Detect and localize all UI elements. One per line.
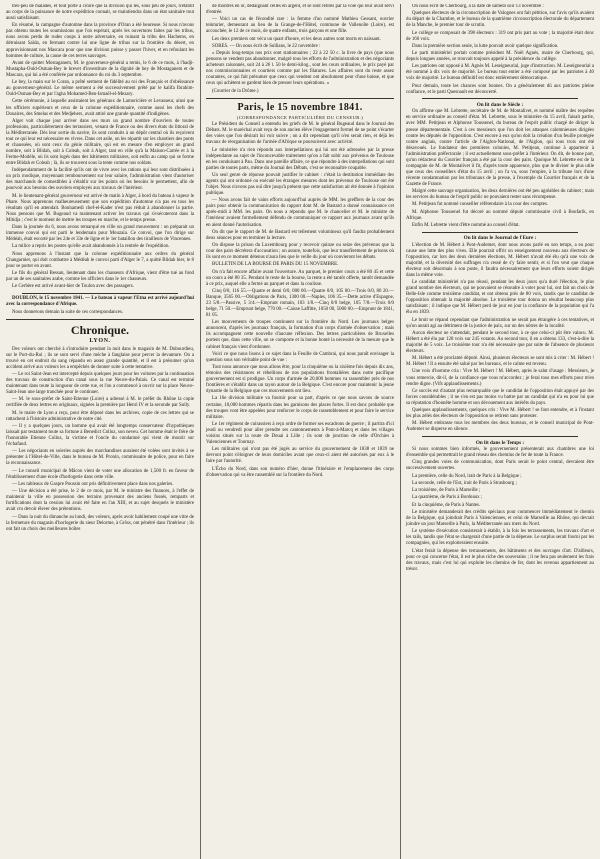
article-paragraph: Le candidat ministériel n'a pas réussi, pendant les deux jours qu'a duré l'élection, le plus grand nombre des électeurs, qui ne pouvaient se résoudre à voter pour lui, ont fait un choix de Belle-Isle comme troisième candidat, et ont obtenu près de 80 voix, tandis que le candidat de l'opposition obtenait la majorité absolue. Le troisième tour donna un résultat beaucoup plus satisfaisant ; il indique que M. Hébert perd de jour en jour la confiance de la population qui l'a élu en 1839. <box>406 280 594 316</box>
article-paragraph: Une voix d'homme cria : Vive M. Hébert ! M. Hébert, après le salut d'usage : Messieurs, je vous remercie, dit-il, de la confiance que vous m'accordez ; je ferai tous mes efforts pour m'en rendre digne. (Vifs applaudissements.) <box>406 369 594 387</box>
article-paragraph: Enfin M. Lebrette vient d'être nommé au conseil d'état. <box>412 222 520 228</box>
article-paragraph: Cette cérémonie, à laquelle assistaient les généraux de Lamoricière et Levasseur, ainsi que les officiers supérieurs et ceux de la colonne expéditionnaire, comme aussi les chefs des Douaires, des Smelas et des Medjehers, avait attiré une grande quantité d'indigènes. <box>6 99 194 117</box>
article-paragraph: Alger voit chaque jour arriver dans ses murs un grand nombre d'ouvriers de toutes professions, particulièrement des terrassiers, venant de France ou des divers états du littoral de la Méditerranée. Dès leur sortie du navire, ils sont conduits à un dépôt central où ils reçoivent tout ce qui leur est nécessaire en vivres. Dans cet asile, on les répartit sur les chantiers des ponts et chaussées, où sont ceux du génie militaire, qui est en mesure d'en employer un grand nombre, soit à Blidah, soit à Coleah, soit à Alger, tant en ville qu'à la Maison-Carrée et à la Ferme-Modèle, où ils sont logés dans des bâtiments militaires, soit enfin au camp qui se forme entre Blidah et Coleah ; là, ils se trouvent sous la tente comme nos soldats. <box>6 118 194 167</box>
article-paragraph: — Le conseil municipal de Mâcon vient de voter une allocation de 1,500 fr. en faveur de l'établissement d'une école d'horlogerie dans cette ville. <box>6 468 194 480</box>
dateline-note: Nous donnerons demain la suite de ces correspondances. <box>12 309 124 315</box>
article-paragraph: Nous apprenons à l'instant que la colonne expéditionnaire aux ordres du général Changarnier, qui doit combattre à Médéah le convoi parti d'Alger le 7, a quitté Blidah hier, le 8 pour se porter en avant. <box>6 251 194 269</box>
article-paragraph: Et la cinquième, de Paris à Nantes. <box>412 502 481 508</box>
divider <box>22 293 178 294</box>
divider <box>206 98 394 99</box>
article-paragraph: Le collège se composait de 398 électeurs : 319 ont pris part au vote ; la majorité était donc de 160 voix. <box>406 30 594 42</box>
temps-title: On lit dans le Temps : <box>475 439 525 446</box>
article-paragraph: Dans la journée du 6, nous avons remarqué en ville un grand mouvement : on préparait un immense convoi qui est parti le lendemain pour Mouzaïa. Ce convoi, que l'on dirige sur Médéah, était escorté par les 24e et 33e de ligne et le 1er bataillon des tirailleurs de Vincennes. <box>6 225 194 243</box>
article-paragraph: Avant de quitter Mostaganem, M. le gouverneur-général a remis, le 6 de ce mois, à l'hadji-Mustapha-Ould-Osman-Bey le brevet d'investiture de la dignité de bey de Mostaganem et de Mascara, qui lui a été conférée par ordonnance du roi du 3 septembre. <box>6 60 194 78</box>
article-paragraph: Ce succès est d'autant plus remarquable que le candidat de l'opposition était appuyé par des forces considérables ; il ne s'en est pas moins vu battre par un candidat qui n'a eu pour lui que sa réputation d'honnête homme et son dévouement aux intérêts du pays. <box>406 388 594 406</box>
column-2 <box>200 4 394 859</box>
article-paragraph: Quelques électeurs de la circonscription de Valognes ont fait pétition, sur l'avis qu'ils avaient du départ de la Chambre, et le bureau de la quatrième circonscription électorale du département de la Manche, le premier tour de scrutin. <box>406 11 594 29</box>
article-paragraph: Le ministère demanderait des crédits spéciaux pour commencer immédiatement le chemin de la Belgique, qui joindrait Paris à Valenciennes, et celui de Marseille au Rhône, qui devrait joindre un jour Marseille à Paris, la Méditerranée aux mers du Nord. <box>406 509 594 527</box>
article-paragraph: M. le lieutenant-général gouverneur est arrivé de matin à Alger, à bord du bateau à vapeur le Phare. Nous apprenons malheureusement que son expédition d'automne n'a pas eu tous les résultats qu'il en attendait. Bouhamedi chef-el-Kader n'est pas réduit à abandonner la partie. Nous pensons que M. Bugeaud va maintenant activer les travaux qui s'exécuteront dans la Mitidja ; c'est le moment de mettre les troupes en marche, et le temps presse. <box>6 193 194 223</box>
article-paragraph: — M. le sous-préfet de Saint-Etienne (Loire) a adressé à M. le préfet du Rhône la copie certifiée de deux lettres en originaux, signées la première par Henri IV et la seconde par Sully. <box>6 397 194 409</box>
article-paragraph: La 16e division militaire va fournir pour sa part, d'après ce que nous savons de source certaine, 18,000 hommes répartis dans les garnisons des places fortes. Il est donc probable que des troupes vont être appelées pour renforcer le corps de rassemblement et pour faire le service militaire. <box>206 396 394 420</box>
article-paragraph: L'Écho du Nord, dans son numéro d'hier, donne l'itinéraire et l'emplacement des corps d'observation qui va être rassemblé sur la frontière du Nord. <box>206 466 394 478</box>
article-paragraph: BULLETIN DE LA BOURSE DE PARIS DU 15 NOVEMBRE. <box>212 262 339 268</box>
article-paragraph: On nous écrit de Cherbourg, à la date de samedi soir 13 novembre : <box>412 4 544 9</box>
col3-eure-body <box>406 243 594 434</box>
article-paragraph: M. Hébert a été proclamé député. Ainsi, plusieurs électeurs se sont mis à crier : M. Hébert ! M. Hébert ! Il a ensuite été salué par les bureaux, et le calme est revenu. <box>406 356 594 368</box>
article-paragraph: Les deux premiers ont vécu un quart d'heure, et les deux autres sont morts en naissant. <box>212 36 381 42</box>
paris-subhead: (CORRESPONDANCE PARTICULIÈRE DU CENSEUR.) <box>236 114 364 120</box>
article-paragraph: Malgré cette sauvage organisation, les deux dernières ont été peu agréables du cabinet ; mais les services du bureau de l'esprit public ne pouvaient rester sans récompense. <box>406 189 594 201</box>
siecle-title: On lit dans le Siècle : <box>476 101 524 108</box>
article-paragraph: Pour demain, toute les chances sont bonnes. On a généralement dû aux patriotes pleine confiance, et le parti Quesnault est déconcerté. <box>406 83 594 95</box>
divider <box>422 232 578 233</box>
article-paragraph: — Nous avons fait de vains efforts aujourd'hui auprès de MM. les greffiers de la cour des pairs pour obtenir la communication du rapport dont M. de Bastard a donné connaissance cet après-midi à MM. les pairs. On nous a répondu que M. le chancelier et M. le ministre de l'intérieur avaient formellement défendu de communiquer ce rapport aux journaux avant qu'ils en aient donné l'autorisation. <box>206 198 394 228</box>
col3-temps-body <box>406 447 594 573</box>
article-paragraph: La milice a repris les postes qu'elle avait abandonnés à la rentrée de l'expédition. <box>12 244 170 250</box>
article-paragraph: On affirme que M. Lebrette, secrétaire de M. de Montalivet, et nommé maître des requêtes en service ordinaire au conseil d'état. M. Lebrette, sous le ministère du 15 avril, faisait partie, avec MM. Petitjean et Alphonse Toussenel, du bureau de l'esprit public chargé de diriger la presse départementale. C'est à ces messieurs que l'on doit les attaques calomnieuses dirigées contre les députés de l'opposition. C'est encore à eux qu'on doit la création d'un feuille protégée contre anglais, contre l'article de l'Aiglon-National, de l'Aiglon, qui tous trois ont été désavoués. Le fondateur des premières colonies, M. Petitjean, continue à appartenir à l'administration préfectorale ; il est actuellement sous-préfet à l'intérieur. On dit, de bonne part, qu'un rédacteur du Courrier français a été par la cour des pairs. Quoique M. Lebrette est de la compagnie de M. de Montalivet il fit, d'après toute apparence, plus que le diviser le plus utile que ceux des conseillers d'état du 15 avril ; on l'a vu, sous l'empire, à la tribune lors d'une récente condamnation par les tribunaux de la presse, à l'exemple du Courrier français et de la Gazette de France. <box>406 109 594 187</box>
article-paragraph: Le fils du général Bessan, lieutenant dans les chasseurs d'Afrique, vient d'être tué au fond par un de ses sanitaires arabe, comme les officiers dans le 1er chasseurs. <box>6 271 194 283</box>
article-paragraph: Voici ce que nous lisons à ce sujet dans la Feuille de Cambrai, qui nous paraît envisager la question sous son véritable point de vue : <box>206 351 394 363</box>
article-paragraph: Le ministère n'a rien répondu aux interpellations qui lui ont été adressées par la presse indépendante au sujet de l'inconcevable traitement qu'on a fait subir aux prévenus de Toulouse en les conduisant à Pau. Dans une pareille affaire, ce que répondre à des interpellations qui sont parties de toutes parts, même du Journal des Débats, c'est se reconnaître coupable. <box>206 147 394 171</box>
col2-body <box>206 4 394 95</box>
article-paragraph: Les patriotes ont opposé à M. Agnès M. Leseigneurial, juge d'instruction. M. Leseigneurial a été nommé à dix voix de majorité. Le bureau tout entier a été composé par les patriotes à 40 voix de majorité. Le bureau définitif est donc entièrement démocratique. <box>406 64 594 82</box>
article-paragraph: La troisième, de Paris à Marseille ; <box>412 488 481 494</box>
col3-siecle-body <box>406 109 594 229</box>
city-heading: LYON. <box>89 337 111 344</box>
article-paragraph: M. Petitjean fut nommé conseiller référendaire à la cour des comptes. <box>412 202 549 208</box>
paris-headline: Paris, le 15 novembre 1841. <box>237 101 363 113</box>
article-paragraph: — Les négociants en soieries auprès des marchandises auraient été volées sont invités à se présenter à l'Hôtel-de-Ville, dans le bureau de M. Pronin, commissaire de police, pour en faire la reconnaissance. <box>6 449 194 467</box>
article-paragraph: — Une décision a été prise, le 2 de ce mois, par M. le ministre des finances, à l'effet de maintenir la ville en possession des terrains provenant des anciens fossés, remparts et fortifications dont la cession lui avait été faite en l'an XIII, et au sujet desquels le ministère avait cru devoir élever des prétentions. <box>6 489 194 513</box>
article-paragraph: On n'a fait encore affaire avant l'ouverture. Au parquet, le premier cours a été 80 45 et cette un cours a été 80 35. Pendant le reste de la bourse, la rente a été tantôt offerte, tantôt demandée à ce prix, auquel elle a fermé au parquet et dans la coulisse. <box>206 269 394 287</box>
section-title-chronique: Chronique. <box>70 322 130 337</box>
article-paragraph: Tout nous annonce que nous allons être, pour la cinquième ou la sixième fois depuis dix ans, témoins des résistances et rébellions de nos populations frontalières dans notre pacifique gouvernement est si prodigue. Un corps d'armée de 20,000 hommes va rassembler près de nos frontières et s'établir dans un rayon autour de la Belgique. C'est encore pour maintenir la jeune dynastie de la Belgique que ces mouvements ont lieu. <box>206 365 394 395</box>
article-paragraph: « Depuis long-temps nos prix sont stationnaires ; 22 à 22 50 c. la livre de pays (que nous pensons se vendent pas abandonner, malgré tous les efforts de l'administration et des négociants acheteurs raisonnés, soit 24 à 26 l. 50 le demi-kilog., sont les cours ordinaires, le prix payé par nos commissionnaires et courtiers comme par les filatures. Les affaires sont du reste assez courantes, ce qui fait présumer que ceux qui vendent ont absolument peur d'une baisse, et que ceux qui achètent se gardent bien de presser leurs opérations. » <box>206 51 394 87</box>
article-paragraph: Des voleurs ont cherché à s'introduire pendant la nuit dans le magasin de M. Dubourdieu, sur le Port-du-Roi ; ils se sont servi d'une mèche à fanglaise pour percer la devanture. On a trouvé en cet endroit du sang répandu en assez grande quantité, et il est à présumer qu'un accident arrivé aux voleurs les a empêchés de donner suite à cette tentative. <box>6 346 194 370</box>
article-paragraph: La quatrième, de Paris à Bordeaux ; <box>412 495 483 501</box>
article-paragraph: — Il y a quelques jours, un homme qui avait été longtemps conservateur d'hypothèques laissait par testament toute sa fortune à Benedict Colloz, son neveu. Cet homme était le frère de l'honorable Etienne Colloz, la victime et l'oncle du condamné qui vient de mourir sur l'échafaud. <box>6 424 194 448</box>
col1-chronique-body <box>6 347 194 533</box>
article-paragraph: Le parti ministériel portait comme président M. Noël Agnès, maire de Cherbourg, qui, depuis longues années, se trouvait toujours appelé à la présidence du collège. <box>406 51 594 63</box>
article-paragraph: Les mouvements de troupes continuent sur la frontière du Nord. Les journaux belges annoncent, d'après les journaux français, la formation d'un corps d'armée d'observation ; mais ils accompagnent cette nouvelle d'aucune réflexion. Des lettres particulières de Bruxelles portent que, dans cette ville, on se comporte et la bonne bonté la nécessité de la mesure que le cabinet français vient d'ordonner. <box>206 320 394 350</box>
col1-body <box>6 4 194 290</box>
article-paragraph: Cinq 0/0, 116 55.—Quatre et demi 0/0, 000 00.—Quatre 0/0, 105 00.—Trois 0/0, 80 20.—Banque, 3565 00.—Obligations de Paris, 1300 00.—Naples, 106 35.—Dette active d'Espagne, 23 5/8.—Passive, 5 3/4.—Emprunt romain, 103 1/8.—Cinq 0/0 belge, 105 7/8.—Trois 0/0 belge, 71 50.—Emprunt belge, 770 00.—Caisse Laffitte, 1050 00, 5000 00.—Emprunt de 1841, 81 05. <box>206 288 394 319</box>
article-paragraph: Les militaires qui n'ont pas été jugés au service du gouvernement de 1838 et 1839 ne devront point s'éloigner de leurs domiciles avant que ceux-ci aient été autorisés par eux à le faire par l'autorité. <box>206 447 394 465</box>
article-paragraph: SORES. — On nous écrit de Sullians, le 22 novembre : <box>212 43 321 49</box>
article-paragraph: On dispose la prison du Luxembourg pour y recevoir quinze ou seize des prévenus que la cour des pairs décrétera d'accusation ; on assure, toutefois, que leur transfèrement de prisons où ils sont en ce moment détenus n'aura lieu que le veille du jour où convieront les débats. <box>206 243 394 261</box>
article-paragraph: M. Alphonse Toussenel fut décoré au nommé député commissaire civil à Boufarik, en Afrique. <box>406 209 594 221</box>
divider <box>422 98 578 99</box>
column-3 <box>400 4 594 859</box>
article-paragraph: Quelques applaudissements, quelques cris : Vive M. Hébert ! se font entendre, et à l'instant les plus zélés des électeurs de l'opposition se retirent sans protester. <box>406 408 594 420</box>
article-paragraph: Le système d'exécution consisterait à établir, à la fois les terrassements, les travaux d'art et les rails, tandis que l'état se chargerait d'une partie de la dépense. Le surplus serait fourni par les compagnies, qui les exploiteraient ensuite. <box>406 529 594 547</box>
article-paragraph: L'élection de M. Hébert à Pont-Audemer, dont nous avons parlé en son temps, a eu pour cause une lutte des plus vives. Elle pourrait offrir un enseignement nouveau aux électeurs de l'opposition, car lors des deux dernières élections, M. Hébert n'avait été élu qu'à une voix de majorité, et la diversité des suffrages n'a cessé de s'y faire sentir, et si l'on veut que chaque électeur soit désormais à son poste, il faudra nécessairement que leurs efforts soient dirigés dans la même voie. <box>406 242 594 278</box>
article-paragraph: La seconde, celle de l'Est, irait de Paris à Strasbourg ; <box>412 480 517 486</box>
article-paragraph: très-peu de malades, et tout porte à croire que la division qui les, sous peu de jours, n'établit au corps de la puissance de notre expédition connait, se maintiendra dans un état sanitaire tout aussi satisfaisant. <box>6 4 194 22</box>
article-paragraph: Un seul genre de réponse pouvait justifier le cabinet : c'était la destitution immédiate des agents qui ont ordonné ou exécuté les étranges mesures dont les prévenus de Toulouse ont été l'objet. Nous n'avons pas ouï dire jusqu'à présent que cette satisfaction ait été donnée à l'opinion publique. <box>206 172 394 197</box>
column-1 <box>6 4 194 859</box>
article-paragraph: — Dans la nuit du dimanche au lundi, des voleurs, après avoir habilement coupé une vitre de la fermeture du magasin d'horlogerie du sieur Delorme, à Grôss, ont pénétré dans l'intérieur ; ils ont fait un choix des meilleures boîtes <box>6 514 194 532</box>
dateline: DOUBLON, le 15 novembre 1841. — Le bateau à vapeur l'Etna est arrivé aujourd'hui avec la correspondance d'Afrique. <box>6 296 194 308</box>
article-paragraph: Cinq grandes voies de communication, dont Paris serait le point central, devraient être successivement ouvertes. <box>406 460 594 472</box>
article-paragraph: Le 1er régiment de cuirassiers à reçu ordre de former ses escadrons de guerre ; il partira d'ici jeudi ou vendredi pour aller prendre ses cantonnements à Pont-à-Marcq et dans les villages voisins situés sur la route de Douai à Lille ; ils sont de jonction de celle d'Orchies à Valenciennes et Tournay. <box>206 421 394 445</box>
col3-body <box>406 4 594 96</box>
article-paragraph: Si nous sommes bien informés, le gouvernement présenterait aux chambres une loi d'ensemble qui permettrait le grand réseau des chemins de fer de toute la France. <box>406 447 594 459</box>
article-paragraph: Le bruit se répand cependant que l'administration ne serait pas étrangère à ces tentatives, et qu'on aurait agi au détriment de la justice de paix, sur un des nôtres de la localité. <box>406 317 594 329</box>
article-paragraph: de montres en or, dédaignant celles en argent, et se sont retirés par la voie qui leur avait servi d'entrée. <box>206 4 394 16</box>
divider <box>422 436 578 437</box>
journal-eure-title: On lit dans le Journal de l'Eure : <box>463 235 537 242</box>
article-paragraph: M. le maire de Lyon a reçu, pour être déposé dans les archives, copie de ces lettres qui se rattachent à l'histoire administrative de notre cité. <box>6 410 194 422</box>
col2-paris-body <box>206 122 394 478</box>
article-paragraph: Dans la première section seule, la lutte pouvait avoir quelque signification. <box>412 43 559 49</box>
article-paragraph: On dit que le rapport de M. de Bastard est tellement volumineux qu'il faudra probablement deux séances pour en terminer la lecture. <box>206 229 394 241</box>
article-paragraph: Le Cerbère est arrivé avant-hier de Toulon avec des passagers. <box>12 284 135 290</box>
article-paragraph: En résumé, la campagne d'automne dans la province d'Oran a été heureuse. Si nous n'avons pas obtenu toutes les soumissions que l'on espérait, après les ouvertures faites par les tribus, nous avons perdu de rudes coups à notre adversaire, en ruinant la tribu des Hachems, en détruisant Saïda, en fermant contre lui une ligne de tribus sur la frontière du désert, en approvisionnant nos Mascara pour que une division puisse y passer l'hiver, et en refoulant les hommes de culture, la cause de ces terres sauvages. <box>6 23 194 59</box>
article-paragraph: M. Hébert embrasse tous les membres des deux bureaux, et le conseil municipal de Pont-Audemer se disperse en silence. <box>406 421 594 433</box>
article-paragraph: Le Président du Conseil a entendu les griefs de M. le général Bugeaud dans le Journal des Débats. M. le maréchal avait reçu de son ancien élève l'engagement formel de ne point s'écarter des voies que l'on désirait lui voir suivre ; on a dit cependant qu'il n'en serait rien, et déjà les travaux de réorganisation de l'armée d'Afrique se poursuivent avec activité. <box>206 122 394 146</box>
article-paragraph: — Le roi Saint-Jean est intercepté depuis quelques jours pour les voitures par la continuation des travaux de construction d'un canal sous la rue Neuve-du-Palais. Ce canal est terminé maintenant dans toute la longueur de cette rue, et l'on a commencé à ouvrir sur la place Neuve-Saint-Jean une large tranchée pour le continuer. <box>6 372 194 396</box>
article-paragraph: — Voici un cas de fécondité rare : la femme d'un nommé Mathieu Gessant, ouvrier teinturier, demeurant au lieu de la Grange-de-l'Hôtel, commune de Vallenoîte (Loire), est accouchée, le 12 de ce mois, de quatre enfants, trois garçons et une fille. <box>206 17 394 35</box>
article-paragraph: (Courrier de la Drôme.) <box>212 88 259 94</box>
article-paragraph: Aucun électeur ne s'attendait, pendant le second tour, à ce que celui-ci pût être vaincu. M. Hébert a été élu par 128 voix sur 245 votants. Au second tour, il en a obtenu 133, c'est-à-dire la majorité de 5 voix. Le troisième tour n'a été nécessaire que par suite de l'absence de plusieurs électeurs. <box>406 330 594 354</box>
article-paragraph: Indépendamment de la facilité qu'ils ont de vivre avec les rations qui leur sont distribuées à un prix modique, moyennant remboursement sur leur salaire, l'administration vient d'autoriser des marchands de comestibles à s'établir sur les points où les besoins le permettent, afin de pourvoir aux besoins des ouvriers employés aux travaux de l'intérieur. <box>6 168 194 192</box>
divider <box>6 319 194 320</box>
article-paragraph: — Les tableaux de Gaspre Poussin ont pris définitivement place dans nos galeries. <box>12 481 174 487</box>
article-paragraph: Le bey, la main sur le Coran, a prêté serment de fidélité au roi des Français et d'obéissance au gouverneur-général. Le même serment a été successivement prêté par le kalifa Ibrahim-Ould-Osman-Bey et par l'agha Mohamed-Ben-Ismaël-el-Mezary. <box>6 80 194 98</box>
article-paragraph: La première, celle du Nord, irait de Paris à la Belgique ; <box>412 473 522 479</box>
article-paragraph: L'état ferait la dépense des terrassements, des bâtiments et des ouvrages d'art. D'ailleurs, pour ce qui concerne l'état, il est le plus riche des souverains ; il ne fera pas seulement les frais des travaux, mais c'est lui qui exploite les chemins de fer, dont les revenus appartiennent au trésor. <box>406 548 594 572</box>
